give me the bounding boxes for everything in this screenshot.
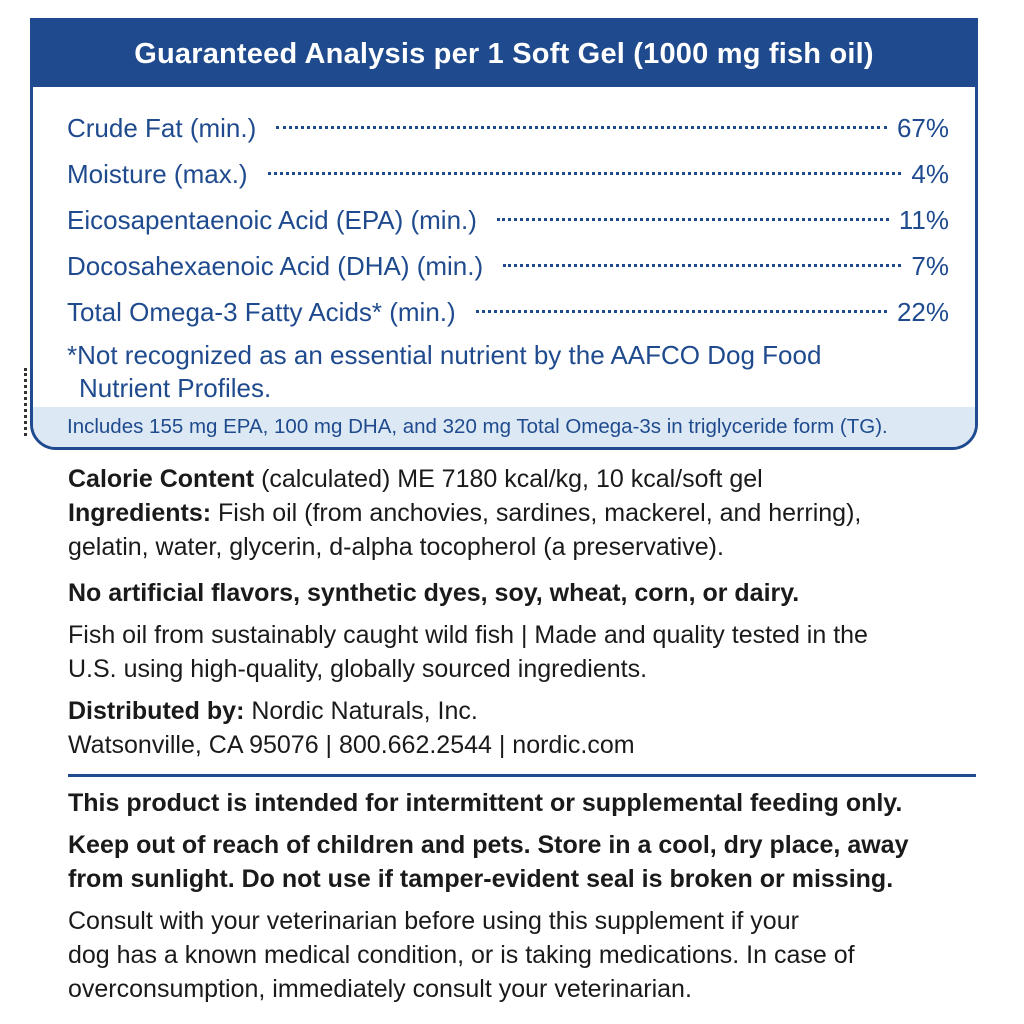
analysis-row-epa — [67, 197, 949, 243]
dot-leader — [497, 218, 889, 221]
analysis-row-omega-3 — [67, 289, 949, 335]
dot-leader — [503, 264, 901, 267]
safety-line-1: Keep out of reach of children and pets. Store in a cool, dry place, away — [68, 831, 909, 859]
feeding-notice: This product is intended for intermittent or supplemental feeding only. — [68, 789, 903, 817]
no-artificial-statement: No artificial flavors, synthetic dyes, soy, wheat, corn, or dairy. — [68, 579, 800, 607]
distributor-name: Nordic Naturals, Inc. — [244, 697, 478, 725]
row-value: 7% — [911, 251, 949, 281]
footnote-line-1: *Not recognized as an essential nutrient by the AAFCO Dog Food — [67, 340, 822, 370]
dot-leader — [276, 126, 887, 129]
sourcing-line-2: U.S. using high-quality, globally sourced ingredients. — [68, 655, 648, 683]
omega-content-footer: Includes 155 mg EPA, 100 mg DHA, and 320 mg Total Omega-3s in triglyceride form (TG). — [33, 407, 975, 447]
consult-line-2: dog has a known medical condition, or is taking medications. In case of — [68, 941, 855, 969]
analysis-row-dha — [67, 243, 949, 289]
analysis-rows — [33, 87, 975, 335]
ingredients-line-1 — [68, 496, 998, 530]
row-value: 22% — [896, 297, 949, 327]
aafco-footnote — [33, 335, 975, 405]
section-divider — [68, 774, 976, 777]
consult-line-1: Consult with your veterinarian before using this supplement if your — [68, 907, 799, 935]
ingredients-text-1: Fish oil (from anchovies, sardines, mackerel, and herring), — [211, 499, 862, 527]
safety-line-2: from sunlight. Do not use if tamper-evident seal is broken or missing. — [68, 865, 894, 893]
row-value: 11% — [898, 205, 949, 235]
consult-line-3: overconsumption, immediately consult your veterinarian. — [68, 975, 692, 1003]
ingredients-line-2: gelatin, water, glycerin, d-alpha tocopherol (a preservative). — [68, 533, 724, 561]
calorie-label: Calorie Content — [68, 465, 255, 493]
calorie-text: (calculated) ME 7180 kcal/kg, 10 kcal/soft gel — [254, 465, 763, 493]
ingredients-label: Ingredients: — [68, 499, 212, 527]
row-label: Eicosapentaenoic Acid (EPA) (min.) — [67, 205, 477, 235]
row-value: 4% — [911, 159, 949, 189]
calorie-content — [68, 462, 998, 496]
row-label: Docosahexaenoic Acid (DHA) (min.) — [67, 251, 484, 281]
distributor-address: Watsonville, CA 95076 | 800.662.2544 | nordic.com — [68, 731, 635, 759]
dot-leader — [476, 310, 887, 313]
row-value: 67% — [896, 113, 949, 143]
row-label: Moisture (max.) — [67, 159, 248, 189]
analysis-title: Guaranteed Analysis per 1 Soft Gel (1000 mg fish oil) — [33, 21, 975, 87]
guaranteed-analysis-panel — [30, 18, 978, 450]
sourcing-line-1: Fish oil from sustainably caught wild fish | Made and quality tested in the — [68, 621, 868, 649]
distributor-label: Distributed by: — [68, 697, 245, 725]
dot-leader — [268, 172, 902, 175]
analysis-row-crude-fat — [67, 105, 949, 151]
warnings-section — [68, 786, 998, 1006]
cut-edge-marks — [24, 368, 28, 436]
distributor-line — [68, 694, 998, 728]
analysis-row-moisture — [67, 151, 949, 197]
row-label: Crude Fat (min.) — [67, 113, 257, 143]
product-details — [68, 462, 998, 762]
footnote-line-2: Nutrient Profiles. — [79, 373, 272, 403]
row-label: Total Omega-3 Fatty Acids* (min.) — [67, 297, 456, 327]
